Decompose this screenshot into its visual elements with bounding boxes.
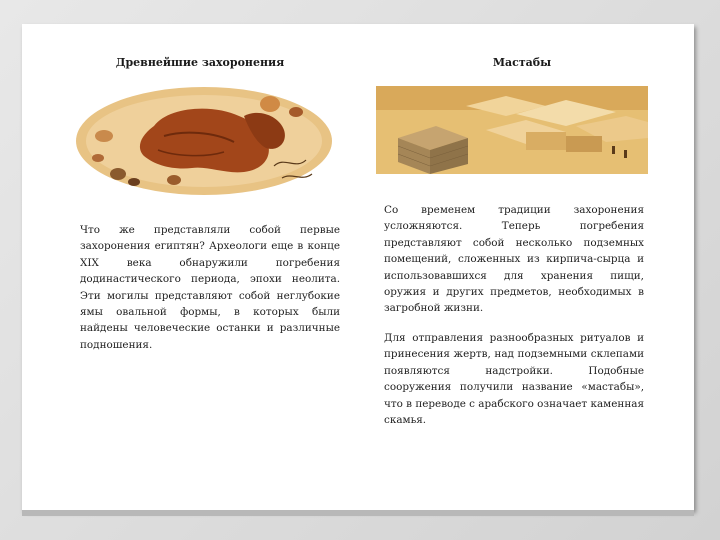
slide-bottom-shadow	[22, 510, 694, 516]
slide	[22, 24, 694, 510]
mastaba-illustration	[376, 86, 648, 174]
burial-illustration	[74, 86, 334, 196]
right-paragraph-1: Со временем традиции захоронения усложняются. Теперь погребения представляют собой несколько подземных помещений, сложенных из кирпича-сырца и использовавшихся для хранения пищи, оружия и других предметов, необходимых в загробной жизни.	[384, 204, 644, 315]
right-paragraph-2: Для отправления разнообразных ритуалов и принесения жертв, над подземными склепами появляются надстройки. Подобные сооружения получили название «мастабы», что в переводе с арабского означает каменная скамья.	[384, 332, 644, 427]
left-paragraph: Что же представляли собой первые захоронения египтян? Археологи еще в конце XIX века обнаружили погребения додинастического периода, эпохи неолита. Эти могилы представляют собой неглубокие ямы овальной формы, в которых были найдены человеческие останки и различные подношения.	[80, 224, 340, 351]
right-heading: Мастабы	[492, 56, 552, 69]
left-heading: Древнейшие захоронения	[115, 56, 285, 69]
